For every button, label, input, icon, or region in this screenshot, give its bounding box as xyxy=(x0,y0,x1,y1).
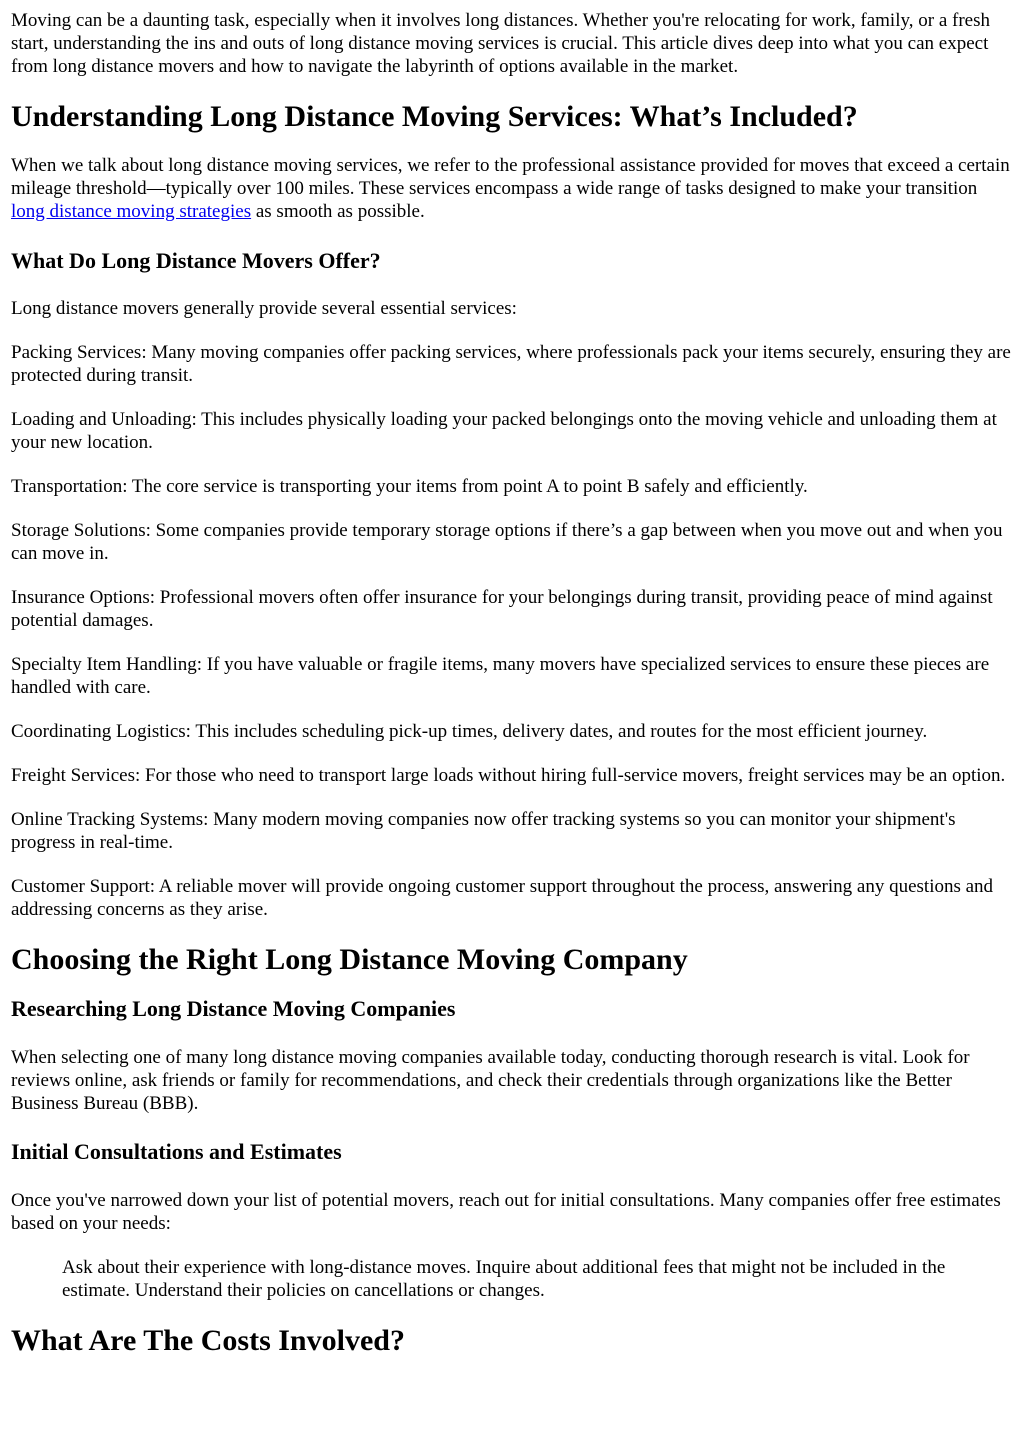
service-item: Coordinating Logistics: This includes scheduling pick-up times, delivery dates, and routes for the most efficient journey. xyxy=(11,721,928,742)
definition-text-end: as smooth as possible. xyxy=(251,201,425,222)
service-item: Packing Services: Many moving companies offer packing services, where professionals pack your items securely, ensuring they are protected during transit. xyxy=(11,342,1011,386)
definition-text-start: When we talk about long distance moving services, we refer to the professional assistance provided for moves that exceed a certain mileage threshold—typically over 100 miles. These services encompass a wide range of tasks designed to make your transition xyxy=(11,155,1010,199)
service-item: Transportation: The core service is transporting your items from point A to point B safely and efficiently. xyxy=(11,476,808,497)
section-heading-costs: What Are The Costs Involved? xyxy=(11,1324,405,1357)
subheading-movers-offer: What Do Long Distance Movers Offer? xyxy=(11,248,381,273)
section-heading-choosing: Choosing the Right Long Distance Moving Company xyxy=(11,943,688,976)
service-item: Insurance Options: Professional movers often offer insurance for your belongings during transit, providing peace of mind against potential damages. xyxy=(11,587,993,631)
moving-strategies-link[interactable]: long distance moving strategies xyxy=(11,201,252,222)
definition-paragraph xyxy=(11,154,1014,223)
intro-paragraph: Moving can be a daunting task, especially when it involves long distances. Whether you're relocating for work, family, or a fresh start, understanding the ins and outs of long distance moving services is crucial. This article dives deep into what you can expect from long distance movers and how to navigate the labyrinth of options available in the market. xyxy=(11,10,991,77)
service-item: Freight Services: For those who need to transport large loads without hiring full-service movers, freight services may be an option. xyxy=(11,765,1006,786)
service-item: Customer Support: A reliable mover will provide ongoing customer support throughout the process, answering any questions and addressing concerns as they arise. xyxy=(11,876,994,920)
consultation-questions-blockquote: Ask about their experience with long-distance moves. Inquire about additional fees that might not be included in the estimate. Understand their policies on cancellations or changes. xyxy=(62,1257,946,1301)
researching-paragraph: When selecting one of many long distance moving companies available today, conducting thorough research is vital. Look for reviews online, ask friends or family for recommendations, and check their credentials through organizations like the Better Business Bureau (BBB). xyxy=(11,1047,970,1114)
service-item: Storage Solutions: Some companies provide temporary storage options if there’s a gap between when you move out and when you can move in. xyxy=(11,520,1003,564)
section-heading-understanding: Understanding Long Distance Moving Services: What’s Included? xyxy=(11,100,858,133)
consultations-paragraph: Once you've narrowed down your list of potential movers, reach out for initial consultations. Many companies offer free estimates based on your needs: xyxy=(11,1190,1001,1234)
subheading-consultations: Initial Consultations and Estimates xyxy=(11,1139,342,1164)
services-lead: Long distance movers generally provide several essential services: xyxy=(11,298,517,319)
service-item: Loading and Unloading: This includes physically loading your packed belongings onto the moving vehicle and unloading them at your new location. xyxy=(11,409,997,453)
service-item: Specialty Item Handling: If you have valuable or fragile items, many movers have specialized services to ensure these pieces are handled with care. xyxy=(11,654,990,698)
service-item: Online Tracking Systems: Many modern moving companies now offer tracking systems so you can monitor your shipment's progress in real-time. xyxy=(11,809,956,853)
subheading-researching: Researching Long Distance Moving Companies xyxy=(11,996,456,1021)
